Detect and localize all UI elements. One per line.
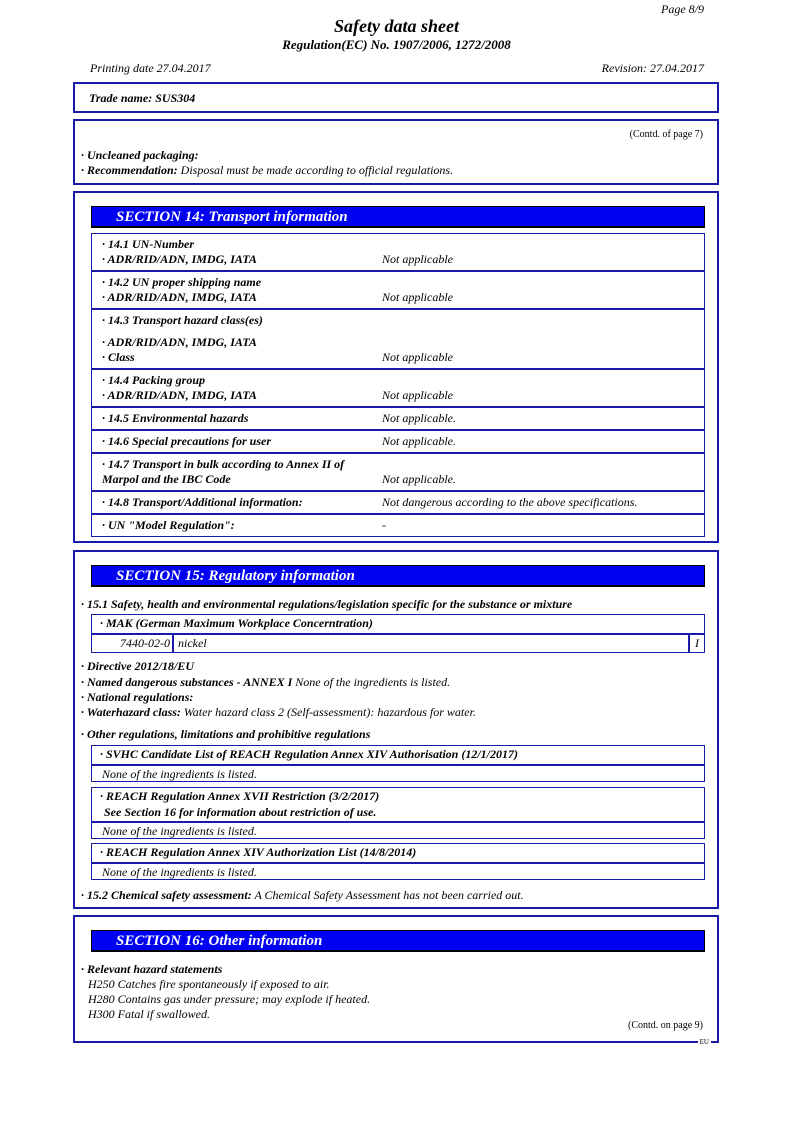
section-15-box — [73, 550, 719, 909]
region-tag: EU — [699, 1038, 709, 1046]
table-row — [92, 635, 704, 652]
row-label: · Class — [102, 350, 135, 364]
row-value: Not applicable — [382, 388, 453, 402]
uncleaned-packaging-label: · Uncleaned packaging: — [81, 148, 199, 162]
contd-of-page: (Contd. of page 7) — [629, 129, 703, 140]
table-row — [92, 431, 704, 454]
chemical-safety-line — [81, 888, 524, 903]
annex-xvii-title: · REACH Regulation Annex XVII Restriction (3/2/2017) — [100, 789, 380, 803]
svhc-header: · SVHC Candidate List of REACH Regulation Annex XIV Authorisation (12/1/2017) — [92, 746, 704, 766]
mak-header: · MAK (German Maximum Workplace Concerntration) — [92, 615, 704, 635]
page-number: Page 8/9 — [661, 2, 704, 16]
named-substances-label: · Named dangerous substances - ANNEX I — [81, 675, 293, 689]
row-label: · 14.4 Packing group — [102, 373, 206, 387]
table-row — [92, 370, 704, 408]
annex-xvii-body: None of the ingredients is listed. — [102, 824, 257, 838]
row-label: · ADR/RID/ADN, IMDG, IATA — [102, 252, 257, 266]
section-14-header: SECTION 14: Transport information — [91, 206, 705, 228]
annex-xiv-body: None of the ingredients is listed. — [102, 865, 257, 879]
row-label: · 14.8 Transport/Additional information: — [102, 495, 303, 509]
waterhazard-value: Water hazard class 2 (Self-assessment): hazardous for water. — [180, 705, 476, 719]
section-15-header: SECTION 15: Regulatory information — [91, 565, 705, 587]
packaging-box — [73, 119, 719, 185]
revision-date: Revision: 27.04.2017 — [601, 61, 704, 75]
annex-xvii-header — [92, 788, 704, 823]
waterhazard-label: · Waterhazard class: — [81, 705, 181, 719]
row-value: Not applicable — [382, 252, 453, 266]
row-value: Not applicable. — [382, 434, 456, 448]
table-row — [92, 454, 704, 492]
row-label: · 14.7 Transport in bulk according to Annex II of — [102, 457, 345, 471]
trade-name: Trade name: SUS304 — [89, 91, 196, 105]
named-substances-value: None of the ingredients is listed. — [292, 675, 451, 689]
named-substances-line — [81, 675, 450, 690]
document-title: Safety data sheet — [334, 16, 459, 36]
other-regulations-label: · Other regulations, limitations and prohibitive regulations — [81, 727, 371, 741]
waterhazard-line — [81, 705, 476, 720]
annex-xvii-table — [91, 787, 705, 839]
section-14-box — [73, 191, 719, 543]
row-label: · ADR/RID/ADN, IMDG, IATA — [102, 290, 257, 304]
table-row — [92, 408, 704, 431]
annex-xiv-header: · REACH Regulation Annex XIV Authorization List (14/8/2014) — [92, 844, 704, 864]
table-row — [92, 272, 704, 310]
row-label: Marpol and the IBC Code — [102, 472, 231, 486]
row-label: · UN "Model Regulation": — [102, 518, 235, 532]
section-16-box — [73, 915, 719, 1046]
annex-xvii-note: See Section 16 for information about restriction of use. — [104, 805, 377, 819]
row-value: Not applicable. — [382, 411, 456, 425]
hazard-statement: H280 Contains gas under pressure; may explode if heated. — [88, 992, 371, 1006]
mak-value: I — [688, 635, 704, 652]
chemical-safety-label: · 15.2 Chemical safety assessment: — [81, 888, 252, 902]
table-row — [92, 515, 704, 536]
row-label: · ADR/RID/ADN, IMDG, IATA — [102, 388, 257, 402]
row-label: · 14.3 Transport hazard class(es) — [102, 313, 263, 327]
cas-number: 7440-02-0 — [92, 635, 174, 652]
row-value: Not dangerous according to the above specifications. — [382, 495, 638, 509]
row-label: · 14.5 Environmental hazards — [102, 411, 249, 425]
row-value: Not applicable. — [382, 472, 456, 486]
directive-label: · Directive 2012/18/EU — [81, 659, 194, 673]
section-15-1-label: · 15.1 Safety, health and environmental regulations/legislation specific for the substance or mixture — [81, 597, 573, 611]
row-label: · 14.2 UN proper shipping name — [102, 275, 262, 289]
national-regulations-label: · National regulations: — [81, 690, 194, 704]
row-label: · 14.6 Special precautions for user — [102, 434, 272, 448]
recommendation-value: Disposal must be made according to official regulations. — [177, 163, 454, 177]
chemical-safety-value: A Chemical Safety Assessment has not been carried out. — [251, 888, 524, 902]
printing-date: Printing date 27.04.2017 — [90, 61, 211, 75]
table-row — [92, 234, 704, 272]
transport-table — [91, 233, 705, 537]
recommendation-line — [81, 163, 453, 178]
recommendation-label: · Recommendation: — [81, 163, 178, 177]
svhc-body: None of the ingredients is listed. — [102, 767, 257, 781]
substance-name: nickel — [178, 636, 207, 650]
relevant-hazard-label: · Relevant hazard statements — [81, 962, 223, 976]
svhc-table — [91, 745, 705, 782]
row-value: - — [382, 518, 386, 532]
row-value: Not applicable — [382, 290, 453, 304]
table-row — [92, 310, 704, 370]
annex-xiv-table — [91, 843, 705, 880]
row-label: · ADR/RID/ADN, IMDG, IATA — [102, 335, 257, 349]
contd-on-page: (Contd. on page 9) — [628, 1020, 703, 1031]
row-label: · 14.1 UN-Number — [102, 237, 194, 251]
hazard-statement: H250 Catches fire spontaneously if exposed to air. — [88, 977, 330, 991]
row-value: Not applicable — [382, 350, 453, 364]
document-subtitle: Regulation(EC) No. 1907/2006, 1272/2008 — [282, 37, 511, 52]
hazard-statement: H300 Fatal if swallowed. — [88, 1007, 211, 1021]
mak-table — [91, 614, 705, 653]
section-16-header: SECTION 16: Other information — [91, 930, 705, 952]
table-row — [92, 492, 704, 515]
trade-name-box — [73, 82, 719, 113]
